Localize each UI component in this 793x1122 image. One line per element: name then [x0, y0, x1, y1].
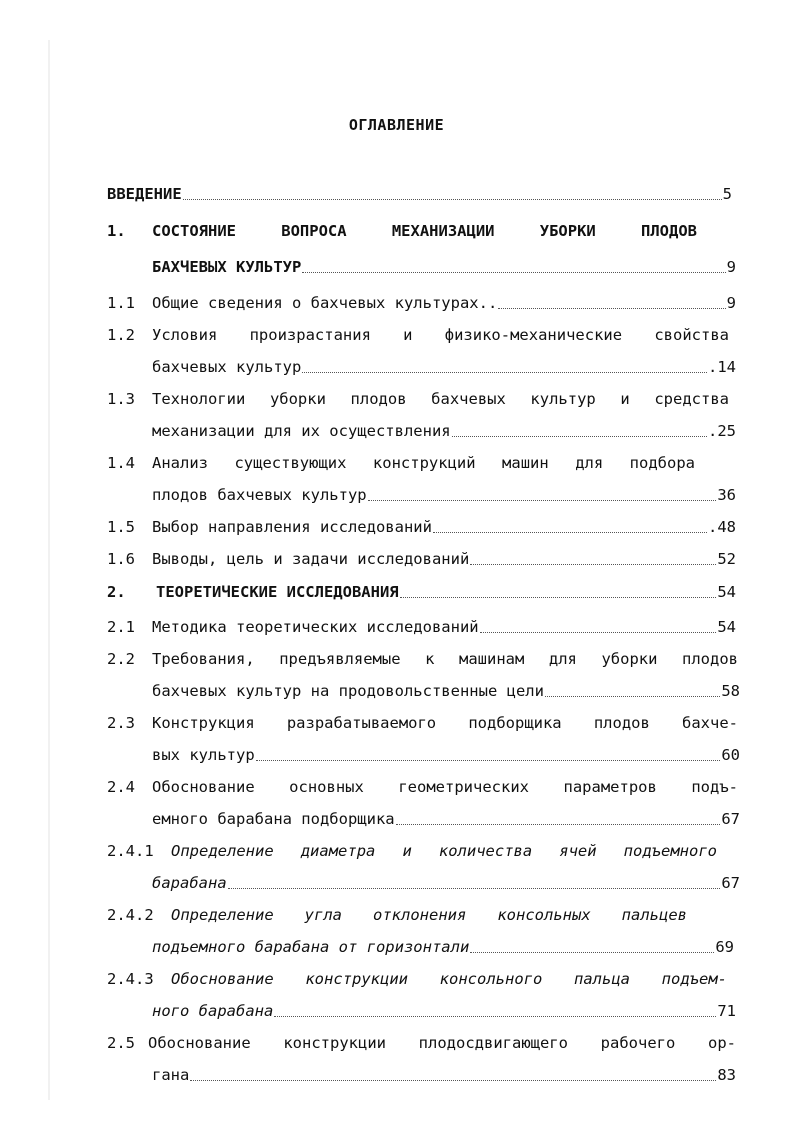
toc-entry-number: 1.5 [107, 518, 135, 536]
toc-entry-intro[interactable] [0, 183, 793, 205]
toc-page-number: 9 [726, 258, 736, 276]
toc-page-number: 69 [715, 938, 734, 956]
toc-entry-2-5[interactable] [0, 1032, 793, 1054]
toc-entry-title-cont: емного барабана подборщика [152, 810, 395, 828]
toc-entry-2-4[interactable] [0, 776, 793, 798]
toc-entry-title-cont: плодов бахчевых культур [152, 486, 367, 504]
toc-page-number: 36 [717, 486, 736, 504]
toc-entry-1-5[interactable] [0, 516, 793, 538]
toc-entry-1-4-cont[interactable] [0, 484, 793, 506]
toc-page-number: 83 [717, 1066, 736, 1084]
toc-entry-1-4[interactable] [0, 452, 793, 474]
toc-entry-2-3[interactable] [0, 712, 793, 734]
toc-entry-number: 1.3 [107, 390, 135, 408]
dot-leader [228, 888, 721, 889]
toc-page-number: 5 [722, 185, 732, 203]
dot-leader [302, 372, 707, 373]
toc-page-number: .14 [708, 358, 736, 376]
toc-entry-2-2-cont[interactable] [0, 680, 793, 702]
toc-entry-2-2[interactable] [0, 648, 793, 670]
toc-entry-number: 2.4.3 [107, 970, 154, 988]
toc-entry-title-cont: бахчевых культур на продовольственные цели [152, 682, 544, 700]
toc-entry-2-4-cont[interactable] [0, 808, 793, 830]
dot-leader [183, 199, 722, 200]
toc-entry-1-2-cont[interactable] [0, 356, 793, 378]
dot-leader [400, 597, 717, 598]
toc-entry-title-cont: барабана [152, 874, 227, 892]
toc-entry-section-1-cont[interactable] [0, 256, 793, 278]
toc-entry-2-1[interactable] [0, 616, 793, 638]
toc-entry-number: 1.2 [107, 326, 135, 344]
toc-entry-2-4-1[interactable] [0, 840, 793, 862]
toc-entry-title-cont: механизации для их осуществления [152, 422, 451, 440]
toc-entry-2-4-1-cont[interactable] [0, 872, 793, 894]
toc-entry-title: Обоснование конструкции плодосдвигающего рабочего ор- [148, 1034, 736, 1052]
dot-leader [433, 532, 707, 533]
toc-entry-title: Выводы, цель и задачи исследований [152, 550, 470, 568]
dot-leader [498, 308, 725, 309]
toc-entry-title: СОСТОЯНИЕ ВОПРОСА МЕХАНИЗАЦИИ УБОРКИ ПЛОДОВ [152, 222, 697, 240]
toc-entry-1-6[interactable] [0, 548, 793, 570]
toc-entry-number: 2. [107, 583, 126, 601]
toc-page-number: 54 [717, 618, 736, 636]
toc-entry-number: 2.1 [107, 618, 135, 636]
toc-entry-number: 2.4 [107, 778, 135, 796]
toc-entry-2-4-3[interactable] [0, 968, 793, 990]
toc-entry-section-2[interactable] [0, 581, 793, 603]
toc-entry-number: 2.5 [107, 1034, 135, 1052]
dot-leader [480, 632, 717, 633]
toc-entry-title: ТЕОРЕТИЧЕСКИЕ ИССЛЕДОВАНИЯ [156, 583, 399, 601]
toc-page-number: 67 [721, 810, 740, 828]
toc-entry-2-4-2-cont[interactable] [0, 936, 793, 958]
toc-page-number: .25 [708, 422, 736, 440]
toc-entry-title-cont: БАХЧЕВЫХ КУЛЬТУР [152, 258, 302, 276]
toc-page-number: 60 [721, 746, 740, 764]
toc-entry-title: Обоснование конструкции консольного пальца подъем- [171, 970, 727, 988]
toc-entry-title-cont: ного барабана [152, 1002, 274, 1020]
toc-page-number: 58 [721, 682, 740, 700]
toc-entry-title: Анализ существующих конструкций машин для подбора [152, 454, 695, 472]
toc-entry-1-3-cont[interactable] [0, 420, 793, 442]
dot-leader [470, 564, 716, 565]
toc-entry-title-cont: подъемного барабана от горизонтали [152, 938, 470, 956]
toc-entry-title: Обоснование основных геометрических параметров подъ- [152, 778, 738, 796]
toc-entry-title: Выбор направления исследований [152, 518, 432, 536]
toc-page-number: 54 [717, 583, 736, 601]
toc-entry-2-5-cont[interactable] [0, 1064, 793, 1086]
dot-leader [302, 272, 725, 273]
toc-entry-title: Требования, предъявляемые к машинам для уборки плодов [152, 650, 738, 668]
toc-entry-number: 1.6 [107, 550, 135, 568]
toc-entry-number: 2.4.1 [107, 842, 154, 860]
toc-entry-1-1[interactable] [0, 292, 793, 314]
toc-page-number: 67 [721, 874, 740, 892]
toc-entry-title: ВВЕДЕНИЕ [107, 185, 182, 203]
toc-entry-number: 2.2 [107, 650, 135, 668]
toc-entry-2-4-3-cont[interactable] [0, 1000, 793, 1022]
toc-entry-number: 1.1 [107, 294, 135, 312]
toc-entry-title: Определение диаметра и количества ячей подъемного [171, 842, 717, 860]
toc-entry-title: Условия произрастания и физико-механические свойства [152, 326, 729, 344]
toc-entry-title: Определение угла отклонения консольных пальцев [171, 906, 687, 924]
toc-entry-title-cont: бахчевых культур [152, 358, 302, 376]
toc-entry-title: Конструкция разрабатываемого подборщика плодов бахче- [152, 714, 738, 732]
toc-entry-title: Технологии уборки плодов бахчевых культур и средства [152, 390, 729, 408]
toc-page-number: .48 [708, 518, 736, 536]
dot-leader [452, 436, 707, 437]
toc-entry-title: Методика теоретических исследований [152, 618, 479, 636]
toc-entry-1-3[interactable] [0, 388, 793, 410]
toc-entry-title-cont: вых культур [152, 746, 255, 764]
page-title: ОГЛАВЛЕНИЕ [348, 116, 445, 134]
toc-entry-title: Общие сведения о бахчевых культурах.. [152, 294, 498, 312]
toc-entry-number: 2.4.2 [107, 906, 154, 924]
dot-leader [274, 1016, 716, 1017]
toc-entry-title-cont: гана [152, 1066, 190, 1084]
toc-entry-number: 1. [107, 222, 126, 240]
toc-page-number: 9 [726, 294, 736, 312]
dot-leader [396, 824, 721, 825]
toc-entry-number: 1.4 [107, 454, 135, 472]
dot-leader [545, 696, 720, 697]
toc-entry-2-4-2[interactable] [0, 904, 793, 926]
dot-leader [190, 1080, 716, 1081]
toc-entry-1-2[interactable] [0, 324, 793, 346]
toc-page-number: 71 [717, 1002, 736, 1020]
toc-page-number: 52 [717, 550, 736, 568]
dot-leader [256, 760, 721, 761]
toc-entry-section-1[interactable] [0, 220, 793, 242]
dot-leader [470, 952, 714, 953]
toc-entry-2-3-cont[interactable] [0, 744, 793, 766]
dot-leader [368, 500, 717, 501]
toc-entry-number: 2.3 [107, 714, 135, 732]
